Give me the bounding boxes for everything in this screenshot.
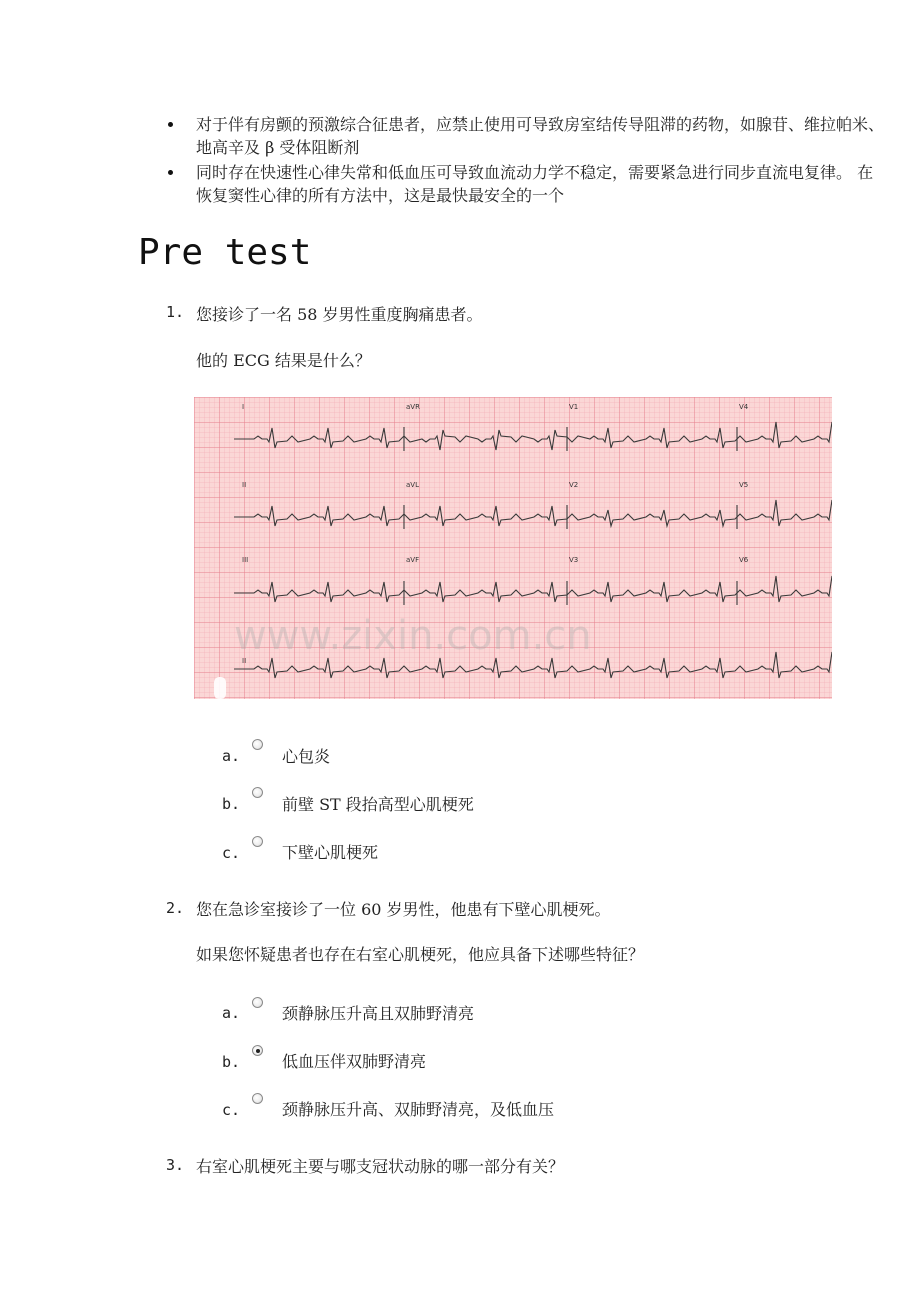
bullet-item [168, 161, 888, 207]
option-text: 低血压伴双肺野清亮 [282, 1052, 427, 1071]
ecg-lead-label: V1 [569, 403, 579, 411]
question-text: 右室心肌梗死主要与哪支冠状动脉的哪一部分有关？ [196, 1157, 565, 1176]
bullet-dot [168, 122, 173, 127]
ecg-watermark: www.zixin.com.cn [234, 613, 592, 659]
radio-button-q1-c[interactable] [252, 836, 263, 847]
ecg-lead-label: II [242, 657, 247, 665]
bullet-item [168, 113, 888, 159]
question-number: 1. [166, 303, 185, 321]
option-letter: b. [222, 1053, 241, 1071]
ecg-lead-label: V5 [739, 481, 749, 489]
option-text: 前壁 ST 段抬高型心肌梗死 [282, 795, 474, 814]
option-letter: c. [222, 1101, 241, 1119]
summary-bullet-list [168, 113, 888, 209]
ecg-lead-label: II [242, 481, 247, 489]
bullet-text: 同时存在快速性心律失常和低血压可导致血流动力学不稳定，需要紧急进行同步直流电复律。 在恢复窦性心律的所有方法中，这是最快最安全的一个 [196, 163, 874, 205]
option-text: 颈静脉压升高、双肺野清亮，及低血压 [282, 1100, 555, 1119]
ecg-lead-label: V2 [569, 481, 579, 489]
question-text: 您在急诊室接诊了一位 60 岁男性，他患有下壁心肌梗死。 [196, 900, 611, 919]
ecg-lead-label: III [242, 556, 249, 564]
radio-button-q2-a[interactable] [252, 997, 263, 1008]
radio-button-q2-c[interactable] [252, 1093, 263, 1104]
option-letter: a. [222, 1004, 241, 1022]
option-text: 下壁心肌梗死 [282, 843, 379, 862]
question-number: 2. [166, 899, 185, 917]
bullet-text: 对于伴有房颤的预激综合征患者，应禁止使用可导致房室结传导阻滞的药物，如腺苷、维拉帕米、地高辛及 β 受体阻断剂 [196, 115, 885, 157]
ecg-lead-label: V6 [739, 556, 749, 564]
ecg-lead-label: aVF [406, 556, 420, 564]
option-letter: b. [222, 795, 241, 813]
ecg-lead-label: V4 [739, 403, 749, 411]
ecg-lead-label: aVL [406, 481, 419, 489]
bullet-dot [168, 170, 173, 175]
section-heading: Pre test [138, 232, 312, 273]
question-subtext: 他的 ECG 结果是什么？ [196, 351, 371, 370]
option-text: 心包炎 [282, 747, 331, 766]
option-text: 颈静脉压升高且双肺野清亮 [282, 1004, 475, 1023]
radio-button-q1-a[interactable] [252, 739, 263, 750]
ecg-lead-label: I [242, 403, 245, 411]
question-subtext: 如果您怀疑患者也存在右室心肌梗死，他应具备下述哪些特征？ [196, 945, 645, 964]
radio-button-q1-b[interactable] [252, 787, 263, 798]
question-number: 3. [166, 1156, 185, 1174]
radio-button-q2-b[interactable] [252, 1045, 263, 1056]
ecg-lead-label: aVR [406, 403, 420, 411]
question-text: 您接诊了一名 58 岁男性重度胸痛患者。 [196, 305, 483, 324]
ecg-lead-label: V3 [569, 556, 579, 564]
option-letter: c. [222, 844, 241, 862]
ecg-image [194, 397, 832, 699]
option-letter: a. [222, 747, 241, 765]
